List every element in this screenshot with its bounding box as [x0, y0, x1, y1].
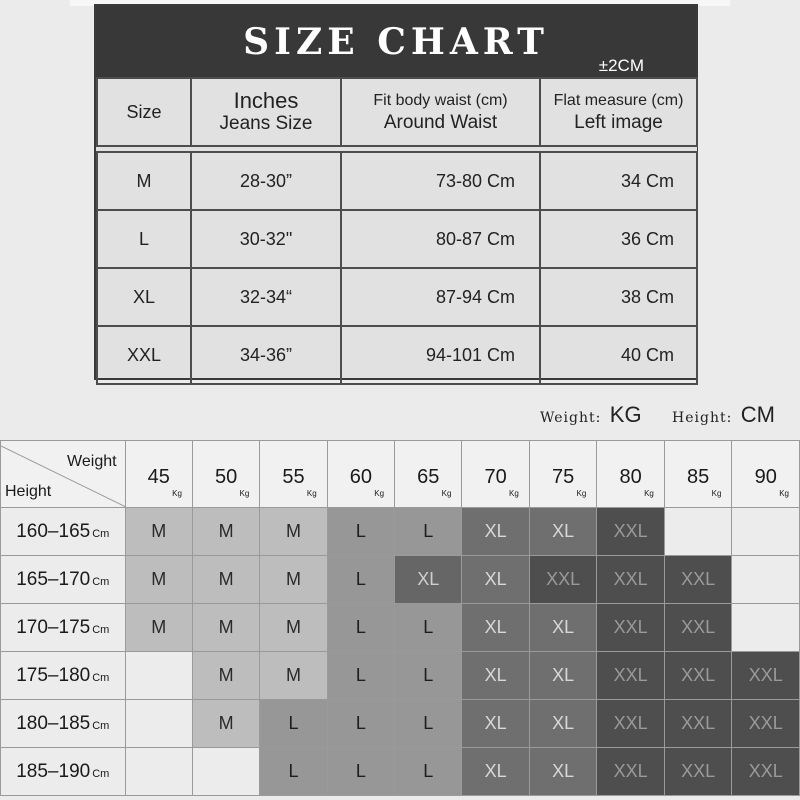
- size-cell: L: [327, 700, 394, 748]
- size-cell: XL: [462, 556, 529, 604]
- size-cell: XXL: [664, 604, 732, 652]
- weight-header-55: [260, 441, 327, 508]
- tolerance-note: ±2CM: [598, 56, 644, 75]
- weight-header-70: [462, 441, 529, 508]
- height-unit-small: Cm: [92, 623, 110, 636]
- waist-cell: 94-101 Cm: [341, 326, 540, 384]
- size-cell: M: [260, 508, 327, 556]
- size-cell: XL: [529, 700, 597, 748]
- weight-value: 75: [551, 465, 575, 488]
- header-inches: Inches Jeans Size: [191, 78, 341, 146]
- size-cell: XXL: [597, 604, 665, 652]
- size-cell: XL: [462, 652, 529, 700]
- table-row: [1, 556, 800, 604]
- chart-header: [96, 6, 696, 77]
- weight-unit-small: Kg: [779, 489, 789, 498]
- header-size: Size: [97, 78, 191, 146]
- size-cell: XXL: [597, 748, 665, 796]
- height-unit-small: Cm: [92, 575, 110, 588]
- weight-value: 55: [282, 465, 305, 488]
- weight-unit-small: Kg: [644, 489, 654, 498]
- waist-cell: 73-80 Cm: [341, 152, 540, 210]
- size-cell: L: [327, 748, 394, 796]
- inches-cell: 34-36”: [191, 326, 341, 384]
- size-cell: XXL: [732, 652, 800, 700]
- size-cell: L: [395, 748, 462, 796]
- size-cell: XL: [462, 700, 529, 748]
- size-cell: M: [125, 508, 192, 556]
- height-range-cell: [1, 604, 126, 652]
- size-cell: XL: [462, 508, 529, 556]
- height-unit: CM: [740, 402, 776, 427]
- table-row: [97, 268, 697, 326]
- table-row: [1, 652, 800, 700]
- inches-cell: 32-34“: [191, 268, 341, 326]
- size-cell: M: [192, 652, 259, 700]
- weight-unit: KG: [609, 402, 642, 427]
- size-cell: M: [125, 604, 192, 652]
- waist-size-chart: [94, 4, 698, 380]
- weight-header-65: [395, 441, 462, 508]
- weight-header-50: [192, 441, 259, 508]
- inches-cell: 30-32": [191, 210, 341, 268]
- size-cell: M: [125, 556, 192, 604]
- flat-cell: 38 Cm: [540, 268, 697, 326]
- weight-value: 90: [754, 465, 777, 488]
- size-cell: XL: [462, 748, 529, 796]
- size-cell: L: [327, 652, 394, 700]
- size-cell: XL: [529, 748, 597, 796]
- empty-cell: [125, 652, 192, 700]
- waist-cell: 87-94 Cm: [341, 268, 540, 326]
- weight-header-80: [597, 441, 665, 508]
- size-cell: M: [260, 652, 327, 700]
- size-cell: XXL: [664, 652, 732, 700]
- table-row: [1, 508, 800, 556]
- size-cell: XXL: [597, 556, 665, 604]
- size-cell: L: [395, 508, 462, 556]
- weight-unit-small: Kg: [509, 489, 519, 498]
- size-cell: M: [260, 556, 327, 604]
- height-axis-label: Height: [5, 483, 52, 500]
- height-range: 160–165: [16, 520, 91, 542]
- height-range: 185–190: [16, 760, 91, 782]
- weight-unit-small: Kg: [239, 489, 250, 498]
- table-row: [97, 326, 697, 384]
- size-cell: XXL: [664, 556, 732, 604]
- empty-cell: [664, 508, 732, 556]
- size-cell: XXL: [597, 700, 665, 748]
- size-cell: M: [192, 556, 259, 604]
- height-range: 170–175: [16, 616, 91, 638]
- weight-unit-small: Kg: [441, 489, 452, 498]
- unit-legend: [540, 402, 800, 428]
- size-cell: L: [97, 210, 191, 268]
- size-cell: L: [395, 700, 462, 748]
- height-range-cell: [1, 748, 126, 796]
- empty-cell: [125, 700, 192, 748]
- size-cell: XXL: [529, 556, 597, 604]
- inches-cell: 28-30”: [191, 152, 341, 210]
- size-cell: L: [260, 700, 327, 748]
- size-cell: M: [192, 604, 259, 652]
- size-cell: XL: [462, 604, 529, 652]
- weight-unit-small: Kg: [172, 489, 182, 498]
- empty-cell: [125, 748, 192, 796]
- size-cell: M: [192, 700, 259, 748]
- weight-unit-small: Kg: [711, 489, 722, 498]
- waist-table: [96, 77, 698, 385]
- weight-unit-small: Kg: [306, 489, 317, 498]
- weight-value: 60: [349, 465, 372, 488]
- height-unit-small: Cm: [92, 671, 110, 684]
- table-row: [1, 748, 800, 796]
- weight-value: 50: [215, 465, 238, 488]
- height-range: 180–185: [16, 712, 91, 734]
- height-unit-label: Height:: [672, 410, 733, 426]
- weight-header-85: [664, 441, 732, 508]
- size-cell: XXL: [664, 700, 732, 748]
- size-cell: XXL: [597, 652, 665, 700]
- empty-cell: [732, 508, 800, 556]
- size-cell: L: [327, 604, 394, 652]
- flat-cell: 34 Cm: [540, 152, 697, 210]
- empty-cell: [732, 556, 800, 604]
- size-cell: XXL: [732, 700, 800, 748]
- size-cell: XXL: [597, 508, 665, 556]
- height-range-cell: [1, 556, 126, 604]
- height-range-cell: [1, 508, 126, 556]
- size-cell: XL: [97, 268, 191, 326]
- chart-title: SIZE CHART: [243, 21, 549, 63]
- weight-unit-small: Kg: [374, 489, 385, 498]
- size-cell: XL: [529, 508, 597, 556]
- empty-cell: [732, 604, 800, 652]
- weight-value: 70: [484, 465, 507, 488]
- size-cell: M: [192, 508, 259, 556]
- weight-header-75: [529, 441, 597, 508]
- flat-cell: 36 Cm: [540, 210, 697, 268]
- size-cell: L: [395, 652, 462, 700]
- size-cell: XL: [529, 604, 597, 652]
- table-row: [1, 604, 800, 652]
- size-cell: L: [327, 508, 394, 556]
- size-cell: L: [395, 604, 462, 652]
- weight-value: 45: [147, 465, 170, 488]
- table-row: [1, 700, 800, 748]
- height-range: 175–180: [16, 664, 91, 686]
- height-range-cell: [1, 700, 126, 748]
- header-flat-measure: Flat measure (cm) Left image: [540, 78, 697, 146]
- weight-unit-label: Weight:: [540, 410, 602, 426]
- weight-value: 85: [687, 465, 710, 488]
- size-cell: XL: [529, 652, 597, 700]
- weight-header-60: [327, 441, 394, 508]
- height-unit-small: Cm: [92, 719, 110, 732]
- size-cell: XXL: [664, 748, 732, 796]
- size-cell: M: [260, 604, 327, 652]
- height-weight-grid: [0, 440, 800, 796]
- table-row: [97, 152, 697, 210]
- grid-corner: [1, 441, 126, 508]
- header-fit-waist: Fit body waist (cm) Around Waist: [341, 78, 540, 146]
- weight-axis-label: Weight: [67, 453, 117, 470]
- size-cell: XXL: [732, 748, 800, 796]
- waist-cell: 80-87 Cm: [341, 210, 540, 268]
- weight-unit-small: Kg: [576, 489, 587, 498]
- empty-cell: [192, 748, 259, 796]
- table-row: [97, 210, 697, 268]
- weight-value: 80: [619, 465, 642, 488]
- size-cell: XXL: [97, 326, 191, 384]
- weight-header-45: [125, 441, 192, 508]
- size-cell: M: [97, 152, 191, 210]
- height-range-cell: [1, 652, 126, 700]
- size-cell: XL: [395, 556, 462, 604]
- height-range: 165–170: [16, 568, 91, 590]
- height-unit-small: Cm: [92, 527, 110, 540]
- height-unit-small: Cm: [92, 767, 110, 780]
- flat-cell: 40 Cm: [540, 326, 697, 384]
- size-cell: L: [327, 556, 394, 604]
- weight-header-90: [732, 441, 800, 508]
- size-cell: L: [260, 748, 327, 796]
- weight-value: 65: [417, 465, 440, 488]
